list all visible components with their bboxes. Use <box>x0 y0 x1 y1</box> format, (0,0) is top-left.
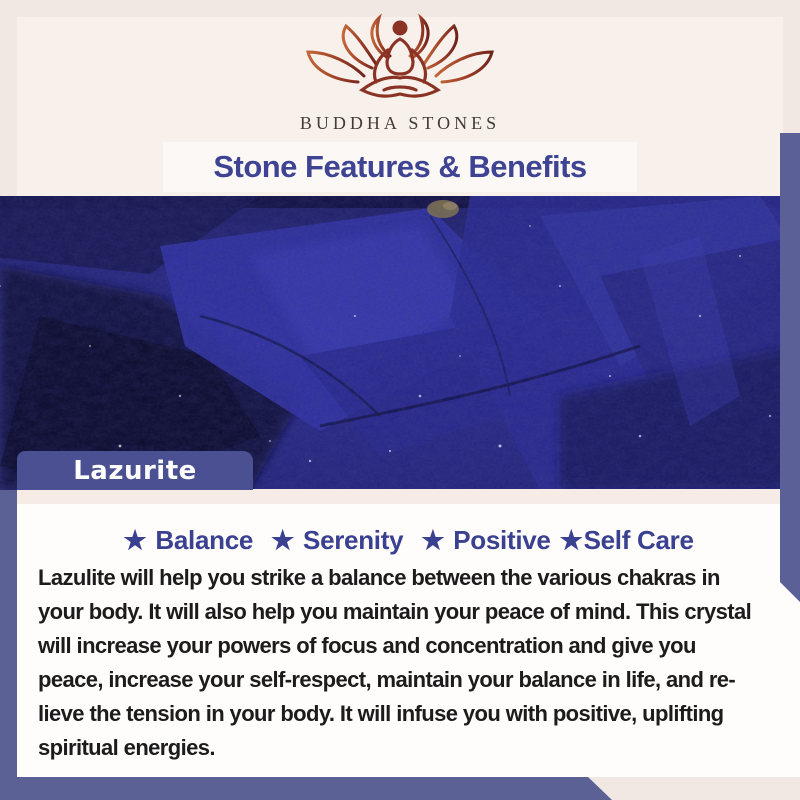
card-shadow-bottom <box>0 777 612 800</box>
description-line: your body. It will also help you maintain your peace of mind. This crystal <box>38 599 752 624</box>
title-banner <box>163 142 637 192</box>
description-line: Lazulite will help you strike a balance between the various chakras in <box>38 565 720 590</box>
brand-logo <box>0 10 800 115</box>
benefit-label: Positive <box>453 525 551 555</box>
benefit-label: Balance <box>155 525 254 555</box>
star-icon: ★ <box>559 525 583 555</box>
star-icon: ★ <box>421 525 445 555</box>
description-line: peace, increase your self-respect, maintain your balance in life, and re- <box>38 667 736 692</box>
benefit-item <box>271 525 403 555</box>
star-icon: ★ <box>271 525 295 555</box>
benefit-item <box>560 525 694 555</box>
benefits-row <box>17 525 800 556</box>
brand-name: BUDDHA STONES <box>299 113 501 133</box>
card-top-band <box>17 489 800 504</box>
stone-name-tab <box>17 451 253 490</box>
description-line: will increase your powers of focus and concentration and give you <box>38 633 696 658</box>
stone-description <box>38 561 788 765</box>
benefit-label: Self Care <box>583 525 694 555</box>
lotus-meditation-icon <box>300 10 500 110</box>
page-title: Stone Features & Benefits <box>213 149 587 184</box>
benefit-item <box>123 525 253 555</box>
description-line: lieve the tension in your body. It will infuse you with positive, uplifting <box>38 701 724 726</box>
stone-photo <box>0 196 800 490</box>
card-shadow-left <box>0 488 17 800</box>
stone-name-label: Lazurite <box>73 455 197 486</box>
benefit-item <box>421 525 550 555</box>
description-line: spiritual energies. <box>38 735 215 760</box>
bookmark-ribbon <box>780 133 800 602</box>
benefit-label: Serenity <box>303 525 404 555</box>
star-icon: ★ <box>123 525 147 555</box>
content-card <box>17 489 800 777</box>
